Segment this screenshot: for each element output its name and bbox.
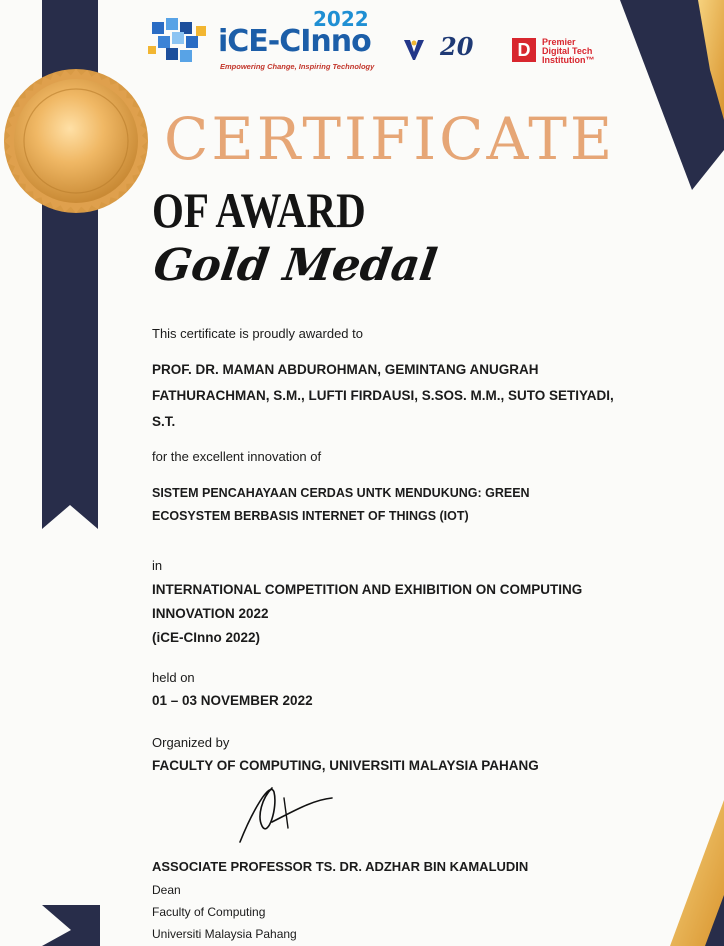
logo-tagline: Empowering Change, Inspiring Technology <box>220 62 375 71</box>
signatory-university: Universiti Malaysia Pahang <box>152 927 297 941</box>
medal-title: Gold Medal <box>150 240 441 291</box>
logo-year: 2022 <box>313 7 369 31</box>
premier-logo-text <box>542 38 632 65</box>
event-line: INTERNATIONAL COMPETITION AND EXHIBITION ON COMPUTING <box>152 582 583 597</box>
premier-line: Premier <box>542 37 576 47</box>
signatory-name: ASSOCIATE PROFESSOR TS. DR. ADZHAR BIN KAMALUDIN <box>152 859 529 874</box>
award-title: OF AWARD <box>152 182 366 238</box>
university-crest-icon <box>401 38 427 64</box>
event-line: INNOVATION 2022 <box>152 606 269 621</box>
premier-line: Digital Tech <box>542 46 593 56</box>
ribbon-decoration <box>0 0 163 946</box>
premier-line: Institution™ <box>542 55 595 65</box>
certificate-title: CERTIFICATE <box>164 105 616 173</box>
innovation-line: ECOSYSTEM BERBASIS INTERNET OF THINGS (IOT) <box>152 509 469 523</box>
organized-label: Organized by <box>152 735 230 750</box>
innovation-line: SISTEM PENCAHAYAAN CERDAS UNTK MENDUKUNG: GREEN <box>152 486 530 500</box>
gold-seal-icon <box>4 69 148 213</box>
held-label: held on <box>152 670 195 685</box>
recipients-line: FATHURACHMAN, S.M., LUFTI FIRDAUSI, S.SOS. M.M., SUTO SETIYADI, <box>152 388 614 403</box>
premier-logo-icon: D <box>512 38 536 62</box>
anniversary-logo: 20 <box>440 32 474 61</box>
cube-logo-icon <box>146 12 216 68</box>
innovation-intro: for the excellent innovation of <box>152 449 322 464</box>
event-line: (iCE-CInno 2022) <box>152 630 261 645</box>
logo-title: iCE-CInno <box>218 24 371 59</box>
awarded-intro: This certificate is proudly awarded to <box>152 326 363 341</box>
in-label: in <box>152 558 163 573</box>
organizer: FACULTY OF COMPUTING, UNIVERSITI MALAYSIA PAHANG <box>152 758 539 773</box>
held-date: 01 – 03 NOVEMBER 2022 <box>152 693 313 708</box>
signatory-faculty: Faculty of Computing <box>152 905 266 919</box>
recipients-line: PROF. DR. MAMAN ABDUROHMAN, GEMINTANG ANUGRAH <box>152 362 539 377</box>
signatory-title: Dean <box>152 883 181 897</box>
signature-icon <box>232 778 342 848</box>
recipients-line: S.T. <box>152 414 176 429</box>
